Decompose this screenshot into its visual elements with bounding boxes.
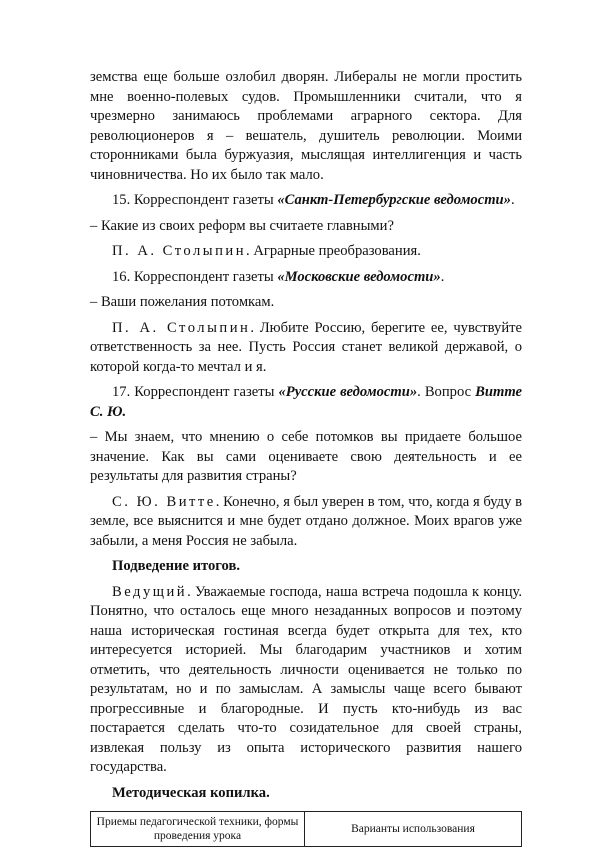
speaker-name: С. Ю. Витте bbox=[112, 493, 216, 510]
question-16: – Ваши пожелания потомкам. bbox=[90, 294, 275, 310]
speaker-name: П. А. Столыпин bbox=[112, 319, 251, 336]
addressee-name: Витте С. Ю. bbox=[90, 384, 522, 420]
answer-15: П. А. Столыпин. Аграрные преобразования. bbox=[112, 243, 421, 259]
question-15-intro: 15. Корреспондент газеты «Санкт-Петербургские ведомости». bbox=[112, 192, 515, 208]
newspaper-name: «Санкт-Петербургские ведомости» bbox=[277, 192, 511, 208]
method-heading: Методическая копилка. bbox=[112, 784, 270, 801]
paragraph-1: земства еще больше озлобил дворян. Либералы не могли простить мне военно-полевых судов. Промышленники считали, что я чрезмерно занимаюсь проблемами аграрного сектора. Для революционеров я – вешатель, душитель революции. Моими сторонниками была буржуазия, мыслящая интеллигенция и часть чиновничества. Но их было так мало. bbox=[90, 69, 522, 183]
question-15: – Какие из своих реформ вы считаете главными? bbox=[90, 217, 394, 234]
answer-17: С. Ю. Витте. Конечно, я был уверен в том, что, когда я буду в земле, все выяснится и мне будет отдано должное. Моих врагов уже забыли, а меня Россия не забыла. bbox=[90, 493, 522, 549]
speaker-name: Ведущий bbox=[112, 583, 188, 600]
newspaper-name: «Московские ведомости» bbox=[277, 268, 441, 285]
question-17: – Мы знаем, что мнению о себе потомков вы придаете большое значение. Как вы сами оцениваете свою деятельность и ее результаты для развития страны? bbox=[90, 429, 522, 484]
newspaper-name: «Русские ведомости» bbox=[278, 384, 418, 400]
document-page bbox=[90, 68, 522, 847]
table-header-techniques: Приемы педагогической техники, формы проведения урока bbox=[91, 812, 305, 847]
table-header-usage: Варианты использования bbox=[305, 812, 522, 847]
question-17-intro: 17. Корреспондент газеты «Русские ведомости». Вопрос Витте С. Ю. bbox=[90, 384, 522, 420]
speaker-name: П. А. Столыпин bbox=[112, 243, 247, 259]
question-16-intro: 16. Корреспондент газеты «Московские ведомости». bbox=[112, 268, 445, 285]
summary-heading: Подведение итогов. bbox=[112, 558, 240, 574]
table-row bbox=[91, 812, 522, 847]
methods-table bbox=[90, 811, 522, 847]
answer-16: П. А. Столыпин. Любите Россию, берегите ее, чувствуйте ответственность за нее. Пусть Россия станет великой державой, о которой когда-то мечтал и я. bbox=[90, 319, 522, 375]
host-closing-speech: Ведущий. Уважаемые господа, наша встреча подошла к концу. Понятно, что осталось еще много незаданных вопросов и поэтому наша историческая гостиная всегда будет открыта для тех, кто интересуется историей. Мы благодарим участников и хотим отметить, что деятельность личности оценивается не только по результатам, но и по замыслам. А замыслы чаще всего бывают прогрессивные и благородные. И пусть кто-нибудь из вас постарается сделать что-то созидательное для своей страны, извлекая пользу из опыта исторического развития нашего государства. bbox=[90, 583, 522, 775]
